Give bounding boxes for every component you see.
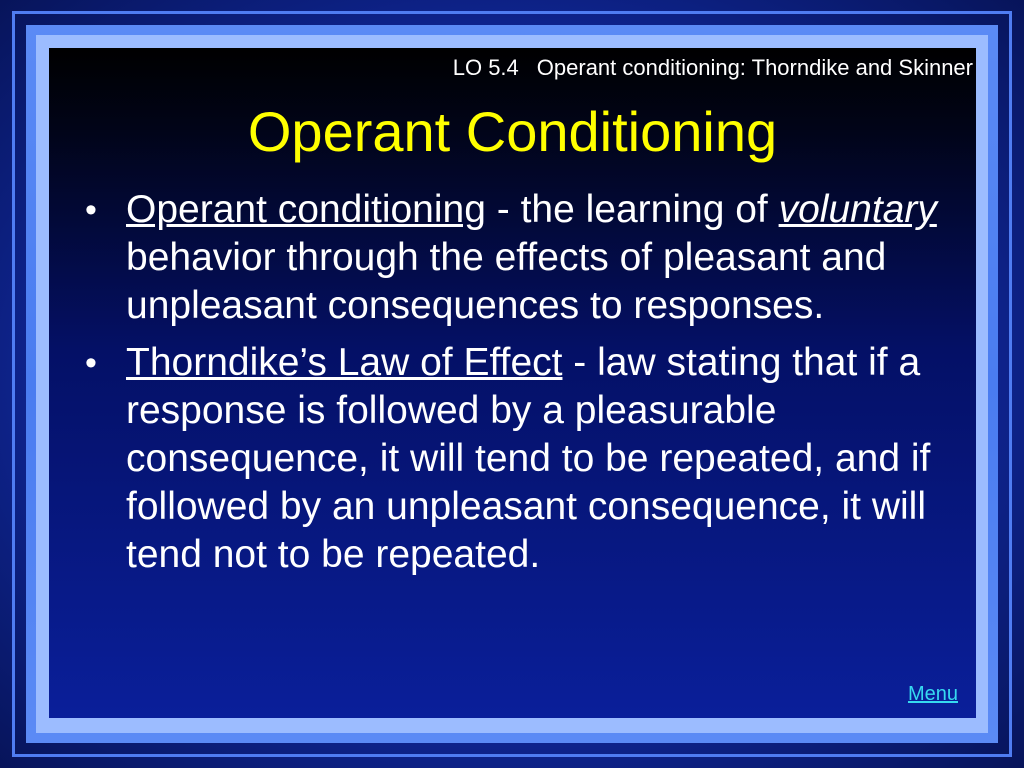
bullet-marker: •: [85, 191, 97, 229]
bullet-item-operant-conditioning: [85, 186, 945, 330]
learning-objective-label: [453, 55, 973, 81]
content-panel: [49, 48, 976, 718]
lo-code: LO 5.4: [452, 55, 519, 80]
definition-text: - law stating that if a response is followed by a pleasurable consequence, it will tend to be repeated, and if followed by an unpleasant consequence, it will tend not to be repeated.: [126, 341, 931, 576]
bullet-item-law-of-effect: [85, 339, 945, 579]
slide-title: Operant Conditioning: [247, 100, 778, 163]
emphasis-voluntary: voluntary: [778, 188, 937, 231]
term-law-of-effect: Thorndike’s Law of Effect: [126, 341, 563, 384]
term-operant-conditioning: Operant conditioning: [126, 188, 486, 231]
definition-text: behavior through the effects of pleasant and unpleasant consequences to responses.: [126, 236, 887, 327]
definition-text: - the learning of: [485, 188, 779, 231]
bullet-list: [85, 186, 945, 588]
menu-link[interactable]: Menu: [907, 683, 958, 705]
lo-topic: Operant conditioning: Thorndike and Skinner: [536, 55, 973, 80]
bullet-marker: •: [85, 344, 97, 382]
